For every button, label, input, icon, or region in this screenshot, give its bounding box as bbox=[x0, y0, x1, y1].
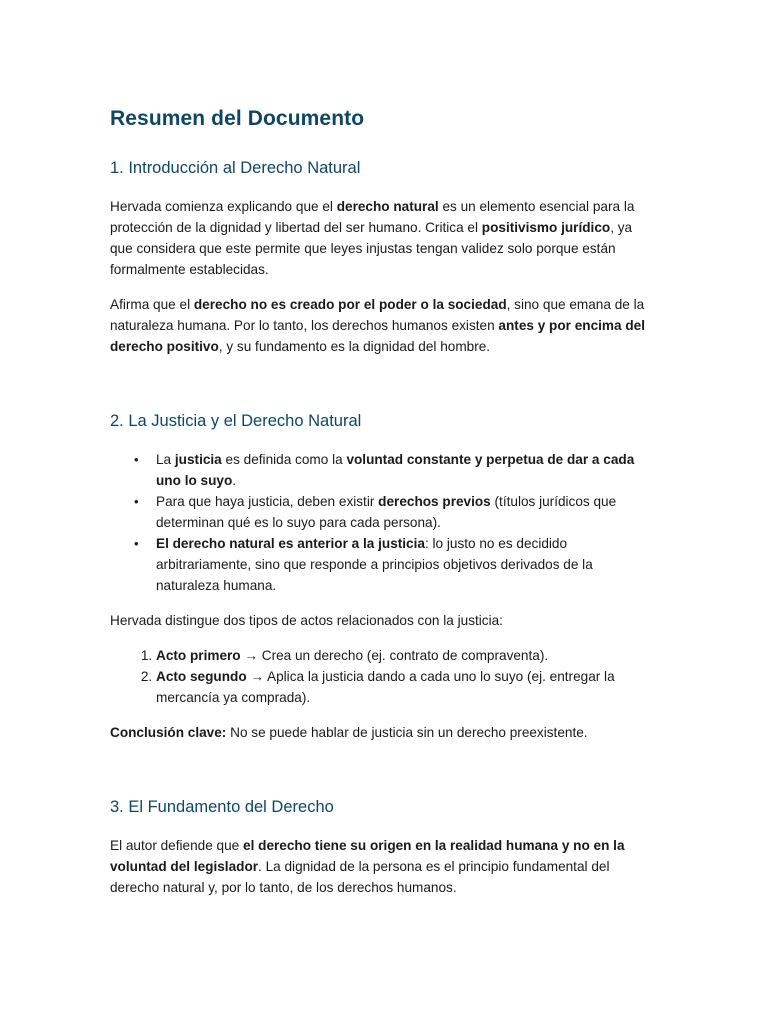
text: Para que haya justicia, deben existir bbox=[156, 494, 379, 509]
text: El autor defiende que bbox=[110, 838, 244, 853]
list-item bbox=[134, 491, 658, 533]
text: Afirma que el bbox=[110, 297, 194, 312]
paragraph: Hervada distingue dos tipos de actos relacionados con la justicia: bbox=[110, 613, 503, 628]
paragraph bbox=[110, 835, 658, 898]
bold-text: Acto segundo bbox=[156, 669, 247, 684]
section-heading: 2. La Justicia y el Derecho Natural bbox=[110, 412, 362, 430]
text: , y su fundamento es la dignidad del hombre. bbox=[218, 339, 491, 354]
section-heading: 3. El Fundamento del Derecho bbox=[110, 798, 334, 816]
section-fundamento bbox=[110, 795, 658, 898]
bold-text: Conclusión clave: bbox=[110, 725, 227, 740]
text: → Aplica la justicia dando a cada uno lo suyo (ej. entregar la mercancía ya comprada). bbox=[156, 669, 615, 705]
bold-text: antes y por encima del derecho positivo bbox=[110, 318, 645, 354]
bullet-list bbox=[110, 449, 658, 596]
text: es definida como la bbox=[221, 452, 347, 467]
text: es un elemento esencial para la protección de la dignidad y libertad del ser humano. Critica el bbox=[110, 199, 635, 235]
paragraph bbox=[110, 294, 658, 357]
text: (títulos jurídicos que determinan qué es lo suyo para cada persona). bbox=[156, 494, 617, 530]
list-item bbox=[156, 666, 658, 708]
section-introduccion bbox=[110, 156, 658, 357]
text: Hervada comienza explicando que el bbox=[110, 199, 337, 214]
bullet-icon: • bbox=[134, 536, 139, 551]
bold-text: positivismo jurídico bbox=[481, 220, 611, 235]
paragraph bbox=[110, 196, 658, 280]
bold-text: El derecho natural es anterior a la justicia bbox=[156, 536, 425, 551]
list-item bbox=[134, 449, 658, 491]
text: . bbox=[232, 473, 237, 488]
bold-text: Acto primero bbox=[156, 648, 241, 663]
text: No se puede hablar de justicia sin un derecho preexistente. bbox=[226, 725, 588, 740]
text: → Crea un derecho (ej. contrato de compraventa). bbox=[240, 648, 549, 663]
text: : lo justo no es decidido arbitrariamente, sino que responde a principios objetivos derivados de la naturaleza humana. bbox=[156, 536, 593, 593]
list-item bbox=[156, 645, 658, 666]
text: La bbox=[156, 452, 175, 467]
conclusion-paragraph bbox=[110, 722, 658, 743]
bold-text: derecho natural bbox=[336, 199, 439, 214]
document-title: Resumen del Documento bbox=[110, 107, 365, 130]
section-justicia bbox=[110, 409, 658, 743]
bold-text: voluntad constante y perpetua de dar a cada uno lo suyo bbox=[156, 452, 635, 488]
text: , ya que considera que este permite que leyes injustas tengan validez solo porque están formalmente establecidas. bbox=[110, 220, 633, 277]
bold-text: derechos previos bbox=[378, 494, 491, 509]
bold-text: derecho no es creado por el poder o la sociedad bbox=[193, 297, 507, 312]
bullet-icon: • bbox=[134, 494, 139, 509]
list-item bbox=[134, 533, 658, 596]
text: . La dignidad de la persona es el principio fundamental del derecho natural y, por lo tanto, de los derechos humanos. bbox=[110, 859, 610, 895]
numbered-list bbox=[110, 645, 658, 708]
bold-text: el derecho tiene su origen en la realidad humana y no en la voluntad del legislador bbox=[110, 838, 625, 874]
section-heading: 1. Introducción al Derecho Natural bbox=[110, 159, 361, 177]
bold-text: justicia bbox=[174, 452, 222, 467]
text: , sino que emana de la naturaleza humana. Por lo tanto, los derechos humanos existen bbox=[110, 297, 645, 333]
bullet-icon: • bbox=[134, 452, 139, 467]
